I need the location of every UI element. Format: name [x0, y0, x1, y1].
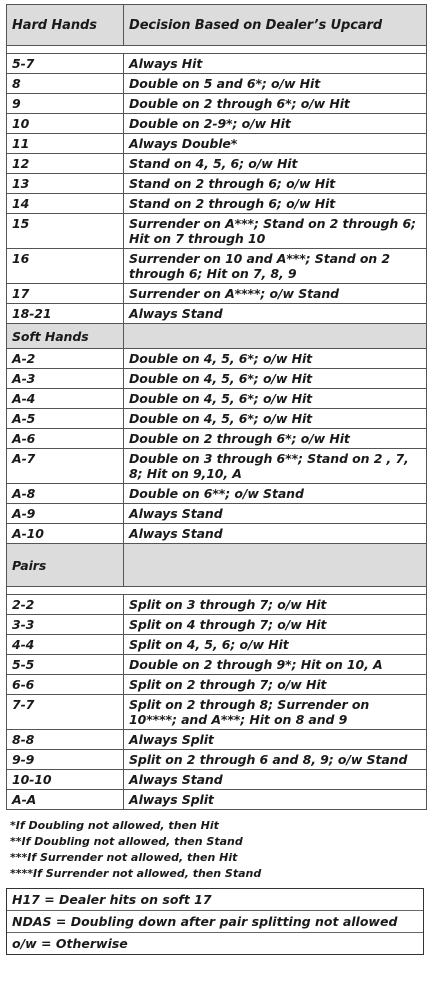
hand-cell: 16	[7, 249, 124, 284]
table-row	[7, 675, 427, 695]
hand-cell: 12	[7, 154, 124, 174]
pairs-header-label: Pairs	[7, 544, 124, 587]
table-row	[7, 74, 427, 94]
footnote: ****If Surrender not allowed, then Stand	[10, 867, 262, 880]
table-row	[7, 409, 427, 429]
table-row	[7, 504, 427, 524]
decision-cell: Double on 2 through 9*; Hit on 10, A	[124, 655, 427, 675]
legend-item: o/w = Otherwise	[12, 936, 128, 951]
table-row	[7, 770, 427, 790]
table-row	[7, 114, 427, 134]
hard-hands-header-label: Hard Hands	[7, 5, 124, 46]
decision-cell: Always Split	[124, 790, 427, 810]
hard-hands-header	[7, 5, 427, 46]
decision-cell: Always Double*	[124, 134, 427, 154]
hand-cell: 11	[7, 134, 124, 154]
hand-cell: 8-8	[7, 730, 124, 750]
hand-cell: 13	[7, 174, 124, 194]
hand-cell: A-10	[7, 524, 124, 544]
decision-cell: Surrender on A***; Stand on 2 through 6; Hit on 7 through 10	[124, 214, 427, 249]
hand-cell: 2-2	[7, 595, 124, 615]
hard-hands-header-decision-label: Decision Based on Dealer’s Upcard	[124, 5, 427, 46]
table-row	[7, 730, 427, 750]
table-row	[7, 429, 427, 449]
decision-cell: Always Stand	[124, 770, 427, 790]
footnotes	[10, 818, 427, 882]
hand-cell: A-6	[7, 429, 124, 449]
decision-cell: Double on 3 through 6**; Stand on 2 , 7, 8; Hit on 9,10, A	[124, 449, 427, 484]
hand-cell: A-9	[7, 504, 124, 524]
decision-cell: Double on 5 and 6*; o/w Hit	[124, 74, 427, 94]
hand-cell: 7-7	[7, 695, 124, 730]
decision-cell: Stand on 4, 5, 6; o/w Hit	[124, 154, 427, 174]
strategy-table-body	[7, 5, 427, 810]
table-row	[7, 214, 427, 249]
table-row	[7, 595, 427, 615]
hand-cell: 15	[7, 214, 124, 249]
table-row	[7, 750, 427, 770]
hand-cell: 6-6	[7, 675, 124, 695]
legend-item: NDAS = Doubling down after pair splitting not allowed	[7, 911, 423, 933]
decision-cell: Always Stand	[124, 504, 427, 524]
decision-cell: Double on 2 through 6*; o/w Hit	[124, 429, 427, 449]
hand-cell: 3-3	[7, 615, 124, 635]
decision-cell: Split on 3 through 7; o/w Hit	[124, 595, 427, 615]
hand-cell: A-7	[7, 449, 124, 484]
decision-cell: Split on 4, 5, 6; o/w Hit	[124, 635, 427, 655]
hand-cell: 5-5	[7, 655, 124, 675]
hand-cell: 8	[7, 74, 124, 94]
row-spacer-cell	[7, 587, 427, 595]
hand-cell: A-2	[7, 349, 124, 369]
hand-cell: 5-7	[7, 54, 124, 74]
decision-cell: Stand on 2 through 6; o/w Hit	[124, 174, 427, 194]
strategy-chart	[6, 4, 427, 955]
table-row	[7, 194, 427, 214]
decision-cell: Always Stand	[124, 304, 427, 324]
hand-cell: A-4	[7, 389, 124, 409]
hand-cell: 17	[7, 284, 124, 304]
table-row	[7, 134, 427, 154]
row-spacer-cell	[7, 46, 427, 54]
footnote: ***If Surrender not allowed, then Hit	[10, 851, 238, 864]
soft-hands-header	[7, 324, 427, 349]
table-row	[7, 484, 427, 504]
decision-cell: Always Hit	[124, 54, 427, 74]
table-row	[7, 249, 427, 284]
decision-cell: Split on 2 through 6 and 8, 9; o/w Stand	[124, 750, 427, 770]
table-row	[7, 790, 427, 810]
hand-cell: A-5	[7, 409, 124, 429]
hand-cell: 9-9	[7, 750, 124, 770]
table-row	[7, 635, 427, 655]
hand-cell: A-8	[7, 484, 124, 504]
strategy-table	[6, 4, 427, 810]
legend-box	[6, 888, 424, 955]
soft-hands-header-decision-label	[124, 324, 427, 349]
decision-cell: Double on 4, 5, 6*; o/w Hit	[124, 389, 427, 409]
decision-cell: Surrender on 10 and A***; Stand on 2 through 6; Hit on 7, 8, 9	[124, 249, 427, 284]
table-row	[7, 174, 427, 194]
table-row	[7, 54, 427, 74]
table-row	[7, 284, 427, 304]
hand-cell: A-A	[7, 790, 124, 810]
hand-cell: 4-4	[7, 635, 124, 655]
soft-hands-header-label: Soft Hands	[7, 324, 124, 349]
footnote: **If Doubling not allowed, then Stand	[10, 835, 243, 848]
hand-cell: 9	[7, 94, 124, 114]
decision-cell: Double on 2-9*; o/w Hit	[124, 114, 427, 134]
table-row	[7, 524, 427, 544]
decision-cell: Split on 2 through 8; Surrender on 10****; and A***; Hit on 8 and 9	[124, 695, 427, 730]
footnote: *If Doubling not allowed, then Hit	[10, 819, 219, 832]
pairs-header-decision-label	[124, 544, 427, 587]
pairs-header	[7, 544, 427, 587]
decision-cell: Stand on 2 through 6; o/w Hit	[124, 194, 427, 214]
table-row	[7, 615, 427, 635]
table-row	[7, 695, 427, 730]
table-row	[7, 94, 427, 114]
hand-cell: A-3	[7, 369, 124, 389]
decision-cell: Double on 4, 5, 6*; o/w Hit	[124, 409, 427, 429]
decision-cell: Double on 2 through 6*; o/w Hit	[124, 94, 427, 114]
hand-cell: 10-10	[7, 770, 124, 790]
table-row	[7, 304, 427, 324]
table-row	[7, 389, 427, 409]
decision-cell: Always Split	[124, 730, 427, 750]
table-row	[7, 369, 427, 389]
row-spacer	[7, 587, 427, 595]
hand-cell: 18-21	[7, 304, 124, 324]
decision-cell: Double on 4, 5, 6*; o/w Hit	[124, 369, 427, 389]
table-row	[7, 449, 427, 484]
decision-cell: Split on 4 through 7; o/w Hit	[124, 615, 427, 635]
table-row	[7, 655, 427, 675]
decision-cell: Double on 6**; o/w Stand	[124, 484, 427, 504]
decision-cell: Always Stand	[124, 524, 427, 544]
decision-cell: Split on 2 through 7; o/w Hit	[124, 675, 427, 695]
table-row	[7, 154, 427, 174]
hand-cell: 14	[7, 194, 124, 214]
legend-item: H17 = Dealer hits on soft 17	[7, 889, 423, 911]
decision-cell: Double on 4, 5, 6*; o/w Hit	[124, 349, 427, 369]
row-spacer	[7, 46, 427, 54]
table-row	[7, 349, 427, 369]
hand-cell: 10	[7, 114, 124, 134]
decision-cell: Surrender on A****; o/w Stand	[124, 284, 427, 304]
